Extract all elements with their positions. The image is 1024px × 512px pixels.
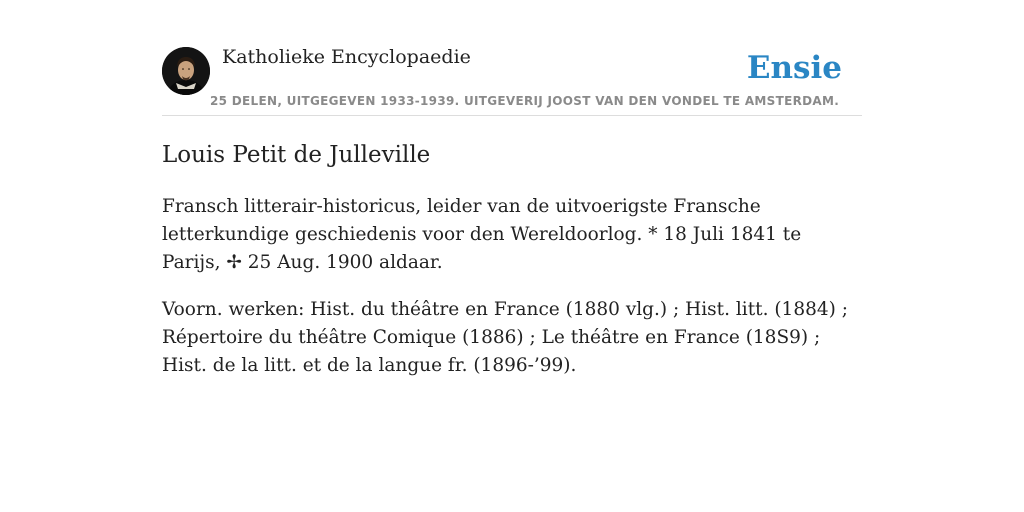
portrait-icon: [162, 47, 210, 95]
source-header: [162, 44, 862, 116]
article: [162, 138, 862, 399]
source-title[interactable]: Katholieke Encyclopaedie: [222, 46, 471, 68]
article-title: Louis Petit de Julleville: [162, 142, 431, 168]
ensie-logo-link[interactable]: Ensie: [746, 50, 842, 86]
article-paragraph: Fransch litterair-historicus, leider van de uitvoerigste Fransche letterkundige geschiedenis voor den Wereldoorlog. * 18 Juli 1841 te Parijs, ✢ 25 Aug. 1900 aldaar.: [162, 196, 802, 273]
source-meta: 25 DELEN, UITGEGEVEN 1933-1939. UITGEVERIJ JOOST VAN DEN VONDEL TE AMSTERDAM.: [210, 94, 840, 108]
article-paragraph: Voorn. werken: Hist. du théâtre en France (1880 vlg.) ; Hist. litt. (1884) ; Répertoire du théâtre Comique (1886) ; Le théâtre en France (18S9) ; Hist. de la litt. et de la langue fr. (1896-’99).: [162, 299, 848, 376]
source-avatar-icon[interactable]: [162, 47, 210, 95]
